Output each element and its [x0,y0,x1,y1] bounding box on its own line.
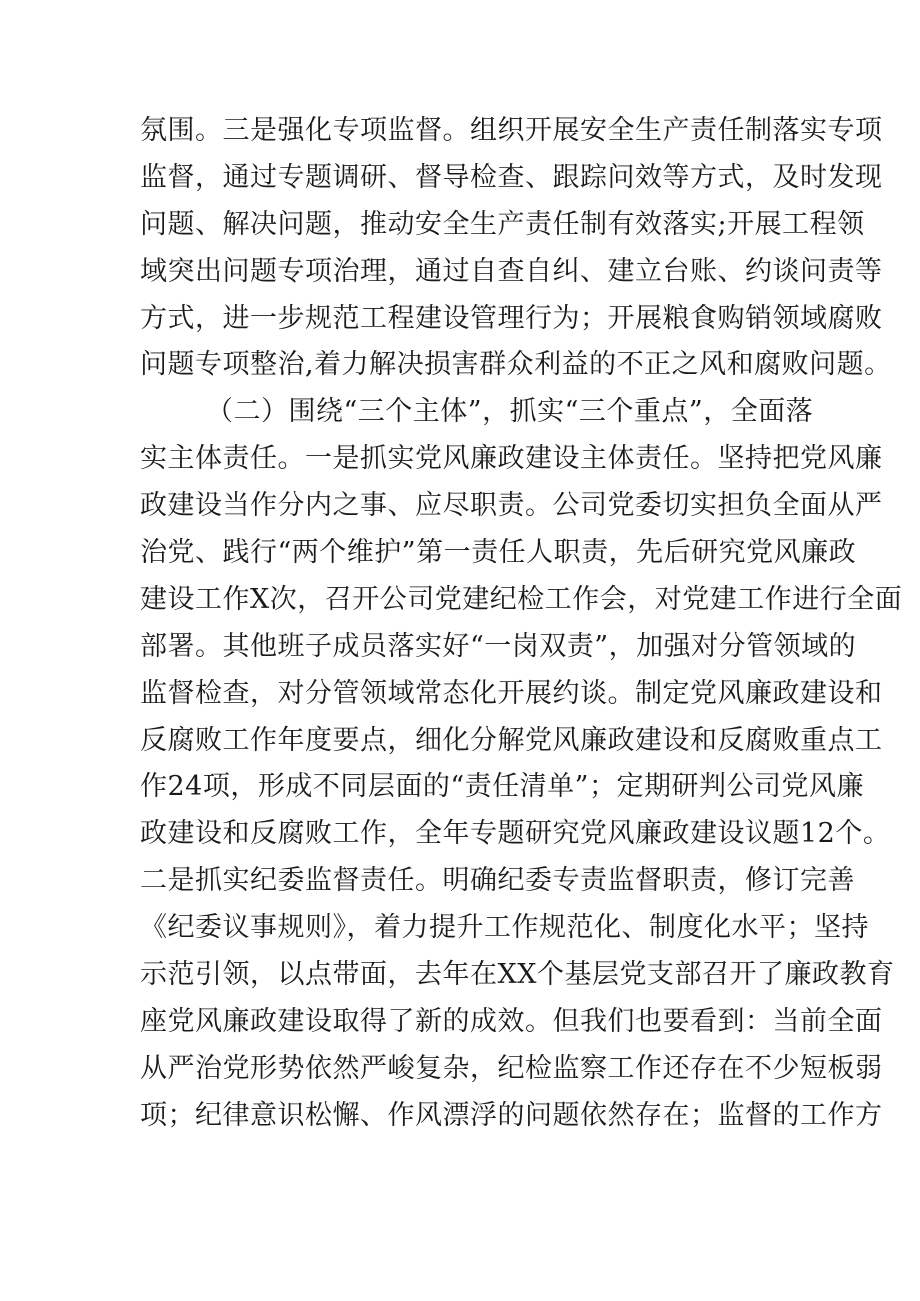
text-line: 域突出问题专项治理，通过自查自纠、建立台账、约谈问责等 [140,255,883,287]
text-line: 监督检查，对分管领域常态化开展约谈。制定党风廉政建设和 [140,677,883,709]
text-line: 部署。其他班子成员落实好“一岗双责”，加强对分管领域的 [140,630,857,662]
text-line: 作24项，形成不同层面的“责任清单”；定期研判公司党风廉 [140,771,864,803]
text-line: 反腐败工作年度要点，细化分解党风廉政建设和反腐败重点工 [140,724,883,756]
text-line: 项；纪律意识松懈、作风漂浮的问题依然存在；监督的工作方 [140,1099,883,1131]
text-line: 示范引领，以点带面，去年在XX个基层党支部召开了廉政教育 [140,959,895,991]
text-line: 建设工作X次，召开公司党建纪检工作会，对党建工作进行全面 [140,583,903,615]
text-line: 从严治党形势依然严峻复杂，纪检监察工作还存在不少短板弱 [140,1052,883,1084]
text-line: 实主体责任。一是抓实党风廉政建设主体责任。坚持把党风廉 [140,443,883,475]
text-line: 二是抓实纪委监督责任。明确纪委专责监督职责，修订完善 [140,865,855,897]
section-heading-line: （二）围绕“三个主体”，抓实“三个重点”，全面落 [206,396,814,428]
text-line: 氛围。三是强化专项监督。组织开展安全生产责任制落实专项 [140,115,883,146]
text-line: 政建设和反腐败工作，全年专题研究党风廉政建设议题12个。 [140,818,891,850]
text-line: 政建设当作分内之事、应尽职责。公司党委切实担负全面从严 [140,490,883,522]
text-line: 座党风廉政建设取得了新的成效。但我们也要看到：当前全面 [140,1005,883,1037]
text-line: 方式，进一步规范工程建设管理行为；开展粮食购销领域腐败 [140,302,883,334]
text-line: 问题、解决问题，推动安全生产责任制有效落实;开展工程领 [140,208,865,240]
text-line: 治党、践行“两个维护”第一责任人职责，先后研究党风廉政 [140,537,857,569]
text-line: 《纪委议事规则》，着力提升工作规范化、制度化水平；坚持 [140,912,869,944]
text-line: 监督，通过专题调研、督导检查、跟踪问效等方式，及时发现 [140,161,883,193]
body-text [140,108,903,1140]
text-line: 问题专项整治,着力解决损害群众利益的不正之风和腐败问题。 [140,349,892,381]
